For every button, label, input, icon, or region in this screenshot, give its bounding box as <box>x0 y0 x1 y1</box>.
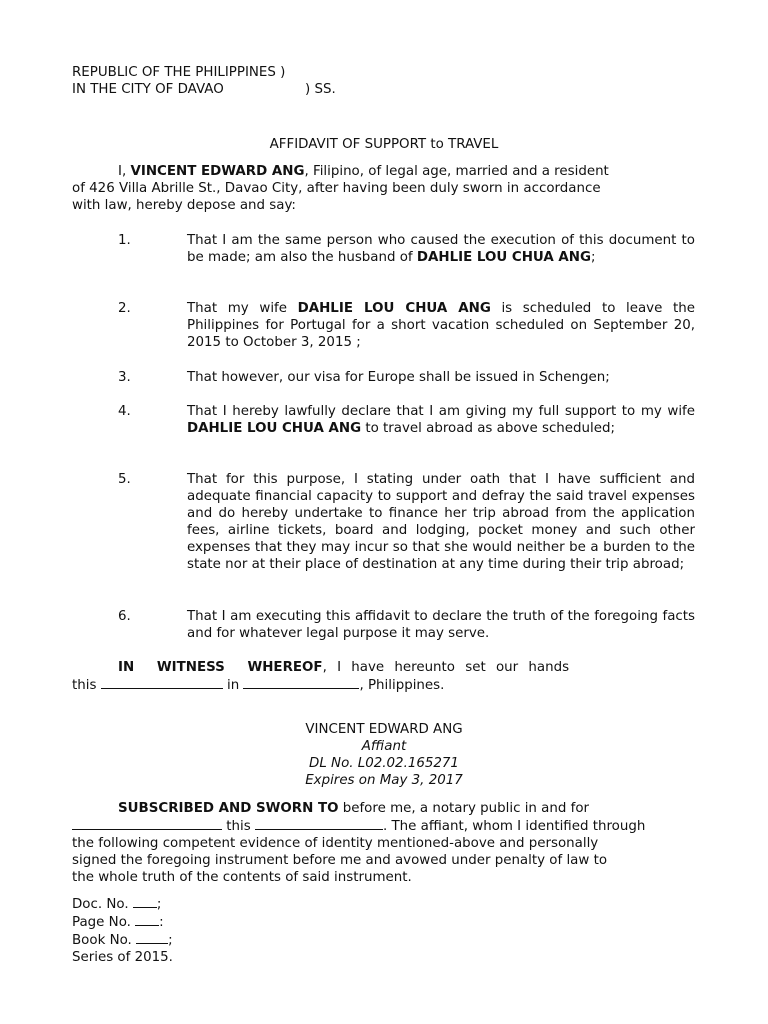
jurat-line-2-rest: . The affiant, whom I identified through <box>382 819 646 834</box>
notary-place-blank <box>72 817 222 830</box>
item-text: That my wife <box>187 301 298 316</box>
affiant-block <box>0 721 768 789</box>
document-title: AFFIDAVIT OF SUPPORT to TRAVEL <box>269 137 499 152</box>
list-item <box>187 232 695 266</box>
witness-rest: , I have hereunto set our hands <box>322 660 570 675</box>
affiant-name-intro: VINCENT EDWARD ANG <box>130 164 305 179</box>
page-no-blank <box>135 913 159 926</box>
doc-no-blank <box>133 895 157 908</box>
affiant-expires: Expires on May 3, 2017 <box>305 773 463 788</box>
series: Series of 2015. <box>72 950 173 965</box>
witness-paragraph <box>72 659 695 694</box>
witness-philippines: , Philippines. <box>359 678 445 693</box>
doc-no-label: Doc. No. <box>72 897 133 912</box>
page-no-end: : <box>159 915 164 930</box>
intro-line-2: of 426 Villa Abrille St., Davao City, after having been duly sworn in accordance <box>72 181 601 196</box>
jurat-rest: before me, a notary public in and for <box>338 801 590 816</box>
jurat-line-5: the whole truth of the contents of said instrument. <box>72 870 412 885</box>
jurat-line-2 <box>72 817 695 835</box>
item-bold: DAHLIE LOU CHUA ANG <box>187 421 362 436</box>
intro-line-1 <box>72 163 695 180</box>
witness-in: in <box>226 678 240 693</box>
affiant-name: VINCENT EDWARD ANG <box>305 722 463 737</box>
item-text-end: ; <box>590 250 596 265</box>
header-line-2 <box>72 81 224 98</box>
book-no-label: Book No. <box>72 933 137 948</box>
item-text: That I am the same person who caused the execution of this document to be made; am also the husband of <box>187 233 695 265</box>
jurat-this: this <box>226 819 251 834</box>
item-number: 4. <box>118 404 131 419</box>
list-item <box>187 608 695 642</box>
jurat-paragraph <box>72 800 695 886</box>
intro-rest: , Filipino, of legal age, married and a resident <box>304 164 609 179</box>
witness-line-1 <box>72 659 695 676</box>
date-blank <box>101 676 223 689</box>
intro-line-3: with law, hereby depose and say: <box>72 198 296 213</box>
list-item <box>187 471 695 573</box>
header-line-1: REPUBLIC OF THE PHILIPPINES ) <box>72 65 286 80</box>
list-item <box>187 369 695 386</box>
item-number: 5. <box>118 472 131 487</box>
affiant-role: Affiant <box>361 739 407 754</box>
item-text: That I am executing this affidavit to declare the truth of the foregoing facts and for whatever legal purpose it may serve. <box>187 609 695 641</box>
list-item <box>187 403 695 437</box>
witness-bold: IN WITNESS WHEREOF <box>118 660 323 675</box>
item-text-end: is scheduled to leave the Philippines for Portugal for a short vacation scheduled on September 20, 2015 to October 3, 2015 ; <box>187 301 695 350</box>
item-number: 6. <box>118 609 131 624</box>
item-number: 2. <box>118 301 131 316</box>
item-text: That however, our visa for Europe shall be issued in Schengen; <box>187 370 610 385</box>
jurat-bold: SUBSCRIBED AND SWORN TO <box>118 801 339 816</box>
item-number: 3. <box>118 370 131 385</box>
jurat-line-3: the following competent evidence of identity mentioned-above and personally <box>72 836 599 851</box>
header-ss: ) SS. <box>305 82 336 97</box>
intro-prefix: I, <box>118 164 131 179</box>
item-text-end: to travel abroad as above scheduled; <box>361 421 615 436</box>
jurat-line-4: signed the foregoing instrument before me and avowed under penalty of law to <box>72 853 608 868</box>
intro-paragraph <box>72 163 695 214</box>
list-item <box>187 300 695 351</box>
witness-this: this <box>72 678 97 693</box>
item-number: 1. <box>118 233 131 248</box>
notary-register <box>72 895 173 966</box>
witness-line-2 <box>72 676 695 694</box>
book-no <box>72 931 173 949</box>
page-no <box>72 913 173 931</box>
doc-no-end: ; <box>156 897 162 912</box>
doc-no <box>72 895 173 913</box>
page-no-label: Page No. <box>72 915 136 930</box>
item-bold: DAHLIE LOU CHUA ANG <box>416 250 591 265</box>
affiant-dl: DL No. L02.02.165271 <box>309 756 459 771</box>
item-text: That I hereby lawfully declare that I am giving my full support to my wife <box>187 404 695 419</box>
book-no-blank <box>136 931 168 944</box>
notary-date-blank <box>255 817 383 830</box>
header-city: IN THE CITY OF DAVAO <box>72 82 224 97</box>
book-no-end: ; <box>168 933 173 948</box>
item-text: That for this purpose, I stating under oath that I have sufficient and adequate financial capacity to support and defray the said travel expenses and do hereby undertake to finance her trip abroad from the application fees, airline tickets, board and lodging, pocket money and such other expenses that they may incur so that she would neither be a burden to the state nor at their place of destination at any time during their trip abroad; <box>187 472 695 572</box>
jurat-line-1 <box>72 800 695 817</box>
place-blank <box>243 676 359 689</box>
item-bold: DAHLIE LOU CHUA ANG <box>297 301 491 316</box>
